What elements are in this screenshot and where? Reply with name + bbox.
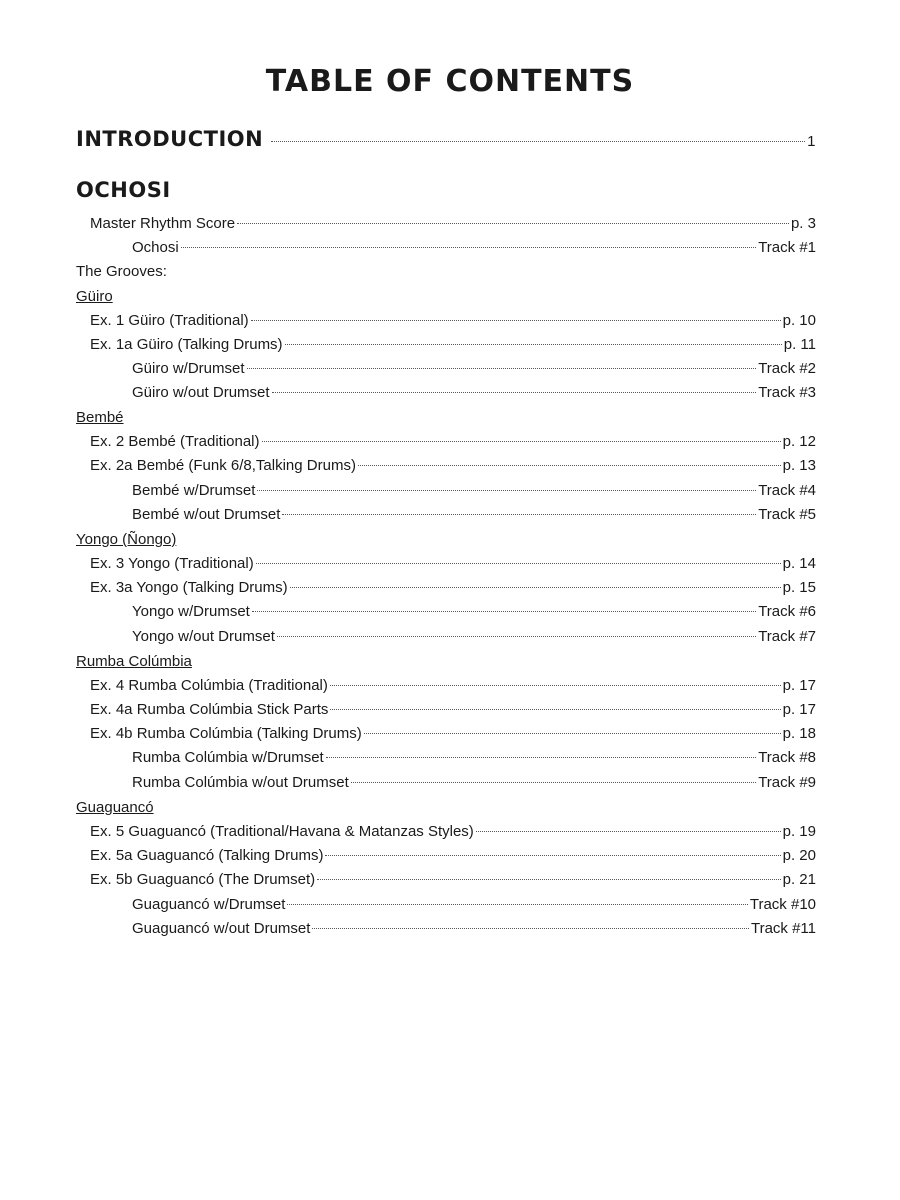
dot-leader	[272, 392, 757, 393]
page-title: TABLE OF CONTENTS	[265, 64, 635, 99]
toc-entry-ref: Track #7	[758, 628, 816, 645]
toc-entry-label: Yongo w/Drumset	[132, 603, 250, 620]
dot-leader	[271, 141, 805, 142]
toc-entry[interactable]	[90, 722, 816, 746]
toc-entry-ref: p. 17	[782, 701, 816, 718]
toc-entry-label: Bembé w/out Drumset	[132, 506, 281, 523]
toc-entry-ref: p. 14	[782, 555, 816, 572]
toc-entry[interactable]	[90, 698, 816, 722]
toc-entry-ref: p. 12	[782, 433, 816, 450]
group-heading-yongo: Yongo (Ñongo)	[76, 531, 177, 548]
dot-leader	[282, 514, 756, 515]
toc-entry[interactable]	[90, 430, 816, 454]
toc-entry[interactable]	[90, 844, 816, 868]
dot-leader	[476, 831, 781, 832]
toc-entry-label: Rumba Colúmbia w/out Drumset	[132, 774, 349, 791]
dot-leader	[287, 904, 747, 905]
dot-leader	[251, 320, 781, 321]
toc-entry[interactable]	[132, 479, 816, 503]
dot-leader	[364, 733, 781, 734]
toc-entry-label: Yongo w/out Drumset	[132, 628, 275, 645]
toc-entry-label: Guaguancó w/Drumset	[132, 896, 286, 913]
toc-entry-ref: Track #5	[758, 506, 816, 523]
toc-entry-ref: Track #4	[758, 482, 816, 499]
dot-leader	[325, 855, 780, 856]
toc-entry-page: p. 3	[790, 215, 816, 232]
dot-leader	[351, 782, 756, 783]
toc-entry-ref: p. 17	[782, 677, 816, 694]
toc-entry-label: Ex. 5b Guaguancó (The Drumset)	[90, 871, 316, 888]
toc-entry-label: Ochosi	[132, 239, 179, 256]
toc-entry-label: Rumba Colúmbia w/Drumset	[132, 749, 324, 766]
toc-entry-ref: p. 13	[782, 457, 816, 474]
dot-leader	[326, 757, 756, 758]
grooves-label: The Grooves:	[76, 263, 167, 280]
toc-entry-ref: p. 11	[783, 336, 816, 353]
toc-entry-label: Ex. 3a Yongo (Talking Drums)	[90, 579, 288, 596]
group-heading-guaguanco: Guaguancó	[76, 799, 154, 816]
dot-leader	[252, 611, 756, 612]
toc-entry-ref: p. 15	[782, 579, 816, 596]
toc-entry-track: Track #1	[758, 239, 816, 256]
dot-leader	[262, 441, 781, 442]
toc-entry-introduction[interactable]	[76, 124, 816, 154]
dot-leader	[358, 465, 781, 466]
toc-entry-label: Guaguancó w/out Drumset	[132, 920, 311, 937]
dot-leader	[330, 685, 781, 686]
toc-entry-label: Bembé w/Drumset	[132, 482, 256, 499]
toc-entry-page: 1	[807, 133, 816, 150]
toc-entry[interactable]	[132, 357, 816, 381]
toc-entry-ref: Track #3	[758, 384, 816, 401]
toc-entry[interactable]	[90, 868, 816, 892]
dot-leader	[290, 587, 781, 588]
dot-leader	[181, 247, 757, 248]
toc-entry-label: Ex. 4 Rumba Colúmbia (Traditional)	[90, 677, 328, 694]
toc-entry-label: INTRODUCTION	[76, 127, 264, 151]
dot-leader	[247, 368, 757, 369]
dot-leader	[330, 709, 780, 710]
toc-entry-label: Güiro w/out Drumset	[132, 384, 270, 401]
toc-entry-ref: Track #10	[749, 896, 816, 913]
toc-entry-label: Güiro w/Drumset	[132, 360, 245, 377]
toc-entry[interactable]	[90, 454, 816, 478]
toc-entry-ref: Track #9	[758, 774, 816, 791]
toc-entry[interactable]	[132, 503, 816, 527]
toc-entry-ref: p. 21	[782, 871, 816, 888]
toc-entry-ref: p. 18	[782, 725, 816, 742]
toc-entry-label: Ex. 2a Bembé (Funk 6/8,Talking Drums)	[90, 457, 356, 474]
toc-entry[interactable]	[132, 625, 816, 649]
toc-entry[interactable]	[90, 333, 816, 357]
toc-entry[interactable]	[132, 381, 816, 405]
toc-entry[interactable]	[132, 771, 816, 795]
toc-entry-label: Master Rhythm Score	[90, 215, 236, 232]
toc-entry-ochosi-track[interactable]	[132, 236, 816, 260]
dot-leader	[256, 563, 781, 564]
dot-leader	[317, 879, 781, 880]
group-heading-rumba-columbia: Rumba Colúmbia	[76, 653, 192, 670]
toc-entry-label: Ex. 4b Rumba Colúmbia (Talking Drums)	[90, 725, 362, 742]
dot-leader	[237, 223, 789, 224]
toc-entry[interactable]	[132, 600, 816, 624]
dot-leader	[285, 344, 782, 345]
group-heading-guiro: Güiro	[76, 288, 113, 305]
toc-entry[interactable]	[90, 820, 816, 844]
toc-entry[interactable]	[132, 746, 816, 770]
toc-entry-ref: p. 20	[782, 847, 816, 864]
toc-entry-ref: Track #6	[758, 603, 816, 620]
toc-entry-label: Ex. 4a Rumba Colúmbia Stick Parts	[90, 701, 329, 718]
toc-entry-label: Ex. 1a Güiro (Talking Drums)	[90, 336, 283, 353]
toc-entry[interactable]	[90, 309, 816, 333]
toc-entry-ref: p. 10	[782, 312, 816, 329]
dot-leader	[257, 490, 756, 491]
toc-entry-label: Ex. 3 Yongo (Traditional)	[90, 555, 254, 572]
group-heading-bembe: Bembé	[76, 409, 124, 426]
toc-entry[interactable]	[90, 674, 816, 698]
toc-entry-ref: p. 19	[782, 823, 816, 840]
toc-entry-master-rhythm[interactable]	[90, 212, 816, 236]
toc-entry-ref: Track #8	[758, 749, 816, 766]
dot-leader	[277, 636, 756, 637]
toc-entry-label: Ex. 1 Güiro (Traditional)	[90, 312, 249, 329]
toc-entry-label: Ex. 5a Guaguancó (Talking Drums)	[90, 847, 324, 864]
toc-entry[interactable]	[90, 552, 816, 576]
toc-entry[interactable]	[90, 576, 816, 600]
toc-entry-label: Ex. 5 Guaguancó (Traditional/Havana & Matanzas Styles)	[90, 823, 474, 840]
toc-entry-ref: Track #2	[758, 360, 816, 377]
toc-entry-label: Ex. 2 Bembé (Traditional)	[90, 433, 260, 450]
toc-entry[interactable]	[132, 917, 816, 941]
toc-entry-ref: Track #11	[750, 920, 816, 937]
toc-entry[interactable]	[132, 893, 816, 917]
dot-leader	[312, 928, 749, 929]
section-heading: OCHOSI	[76, 178, 171, 202]
